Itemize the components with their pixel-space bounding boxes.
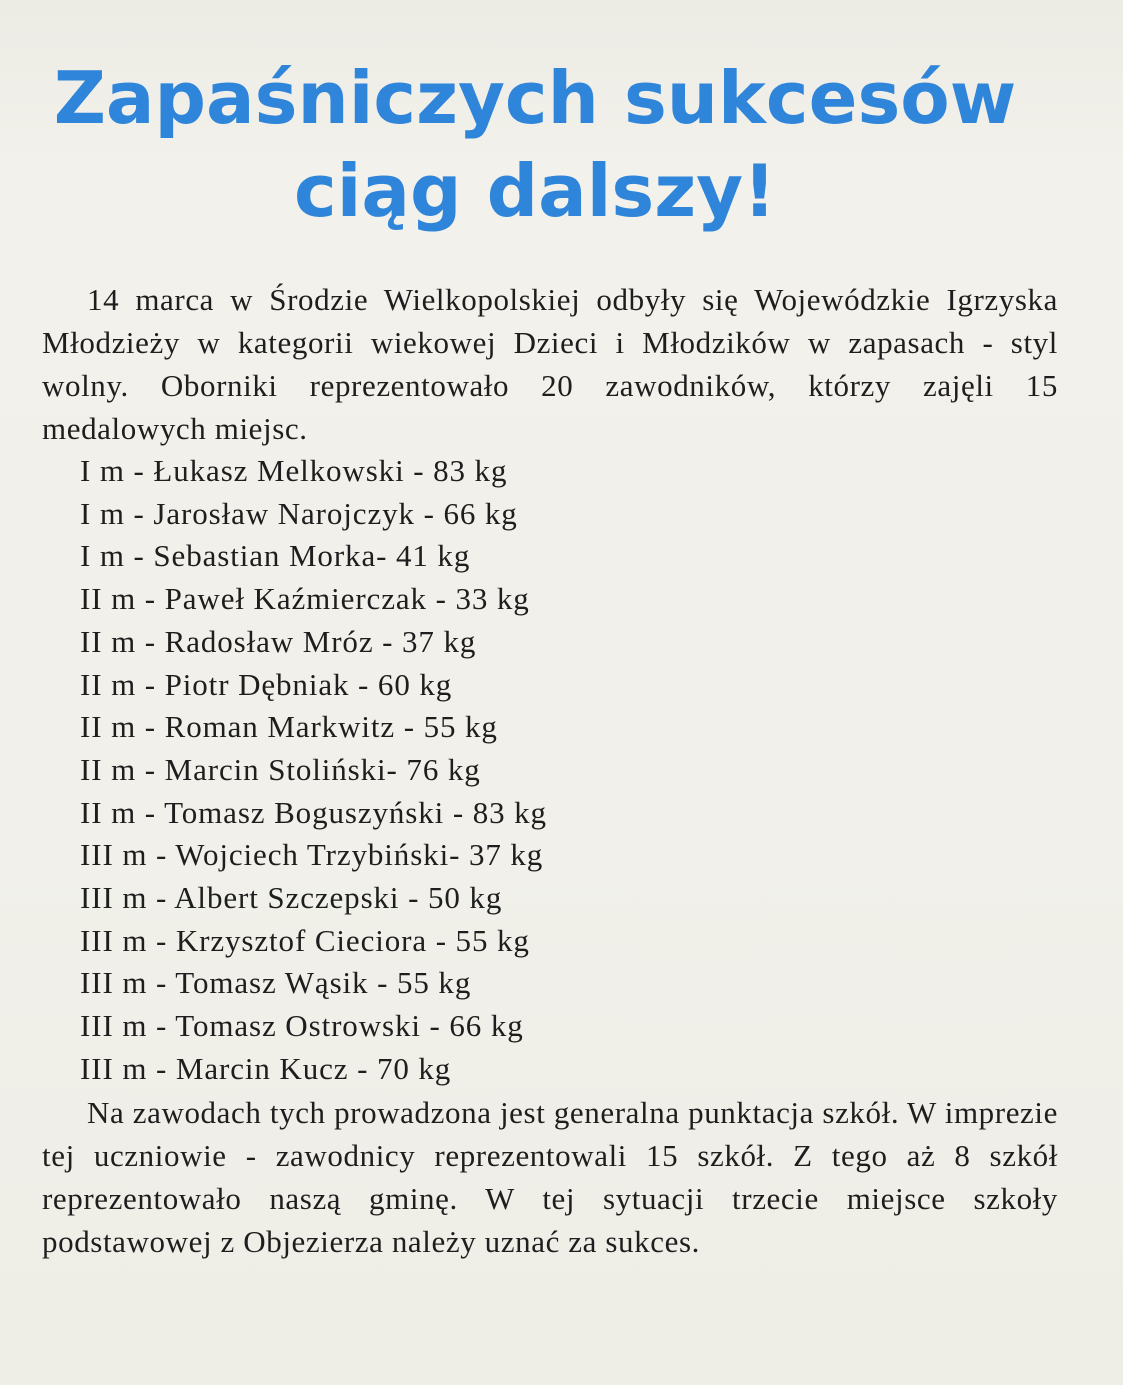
article-title-line-2: ciąg dalszy! <box>294 149 776 233</box>
result-item: II m - Radosław Mróz - 37 kg <box>80 623 477 659</box>
result-item: I m - Sebastian Morka- 41 kg <box>80 538 471 574</box>
closing-paragraph: Na zawodach tych prowadzona jest generalna punktacja szkół. W imprezie tej uczniowie - zawodnicy reprezentowali 15 szkół. Z tego aż 8 szkół reprezentowało naszą gminę. W tej sytuacji trzecie miejsce szkoły podstawowej z Objezierza należy uznać za sukces. <box>42 1094 1058 1259</box>
result-item: III m - Marcin Kucz - 70 kg <box>80 1050 452 1086</box>
result-item: I m - Jarosław Narojczyk - 66 kg <box>80 495 518 531</box>
result-item: III m - Krzysztof Cieciora - 55 kg <box>80 922 530 958</box>
result-item: III m - Albert Szczepski - 50 kg <box>80 880 503 916</box>
result-item: II m - Paweł Kaźmierczak - 33 kg <box>80 581 530 617</box>
results-list <box>42 450 1058 1091</box>
result-item: II m - Marcin Stoliński- 76 kg <box>80 751 481 787</box>
result-item: III m - Tomasz Ostrowski - 66 kg <box>80 1008 524 1044</box>
result-item: II m - Piotr Dębniak - 60 kg <box>80 666 453 702</box>
article-title-line-1: Zapaśniczych sukcesów <box>53 56 1017 140</box>
result-item: II m - Tomasz Boguszyński - 83 kg <box>80 794 547 830</box>
result-item: I m - Łukasz Melkowski - 83 kg <box>80 453 508 488</box>
article-title <box>0 52 1070 238</box>
article-body <box>42 278 1058 1263</box>
result-item: III m - Wojciech Trzybiński- 37 kg <box>80 837 544 873</box>
intro-paragraph: 14 marca w Środzie Wielkopolskiej odbyły się Wojewódzkie Igrzyska Młodzieży w kategorii wiekowej Dzieci i Młodzików w zapasach - styl wolny. Oborniki reprezentowało 20 zawodników, którzy zajęli 15 medalowych miejsc. <box>42 282 1058 446</box>
result-item: II m - Roman Markwitz - 55 kg <box>80 709 498 745</box>
result-item: III m - Tomasz Wąsik - 55 kg <box>80 965 472 1001</box>
